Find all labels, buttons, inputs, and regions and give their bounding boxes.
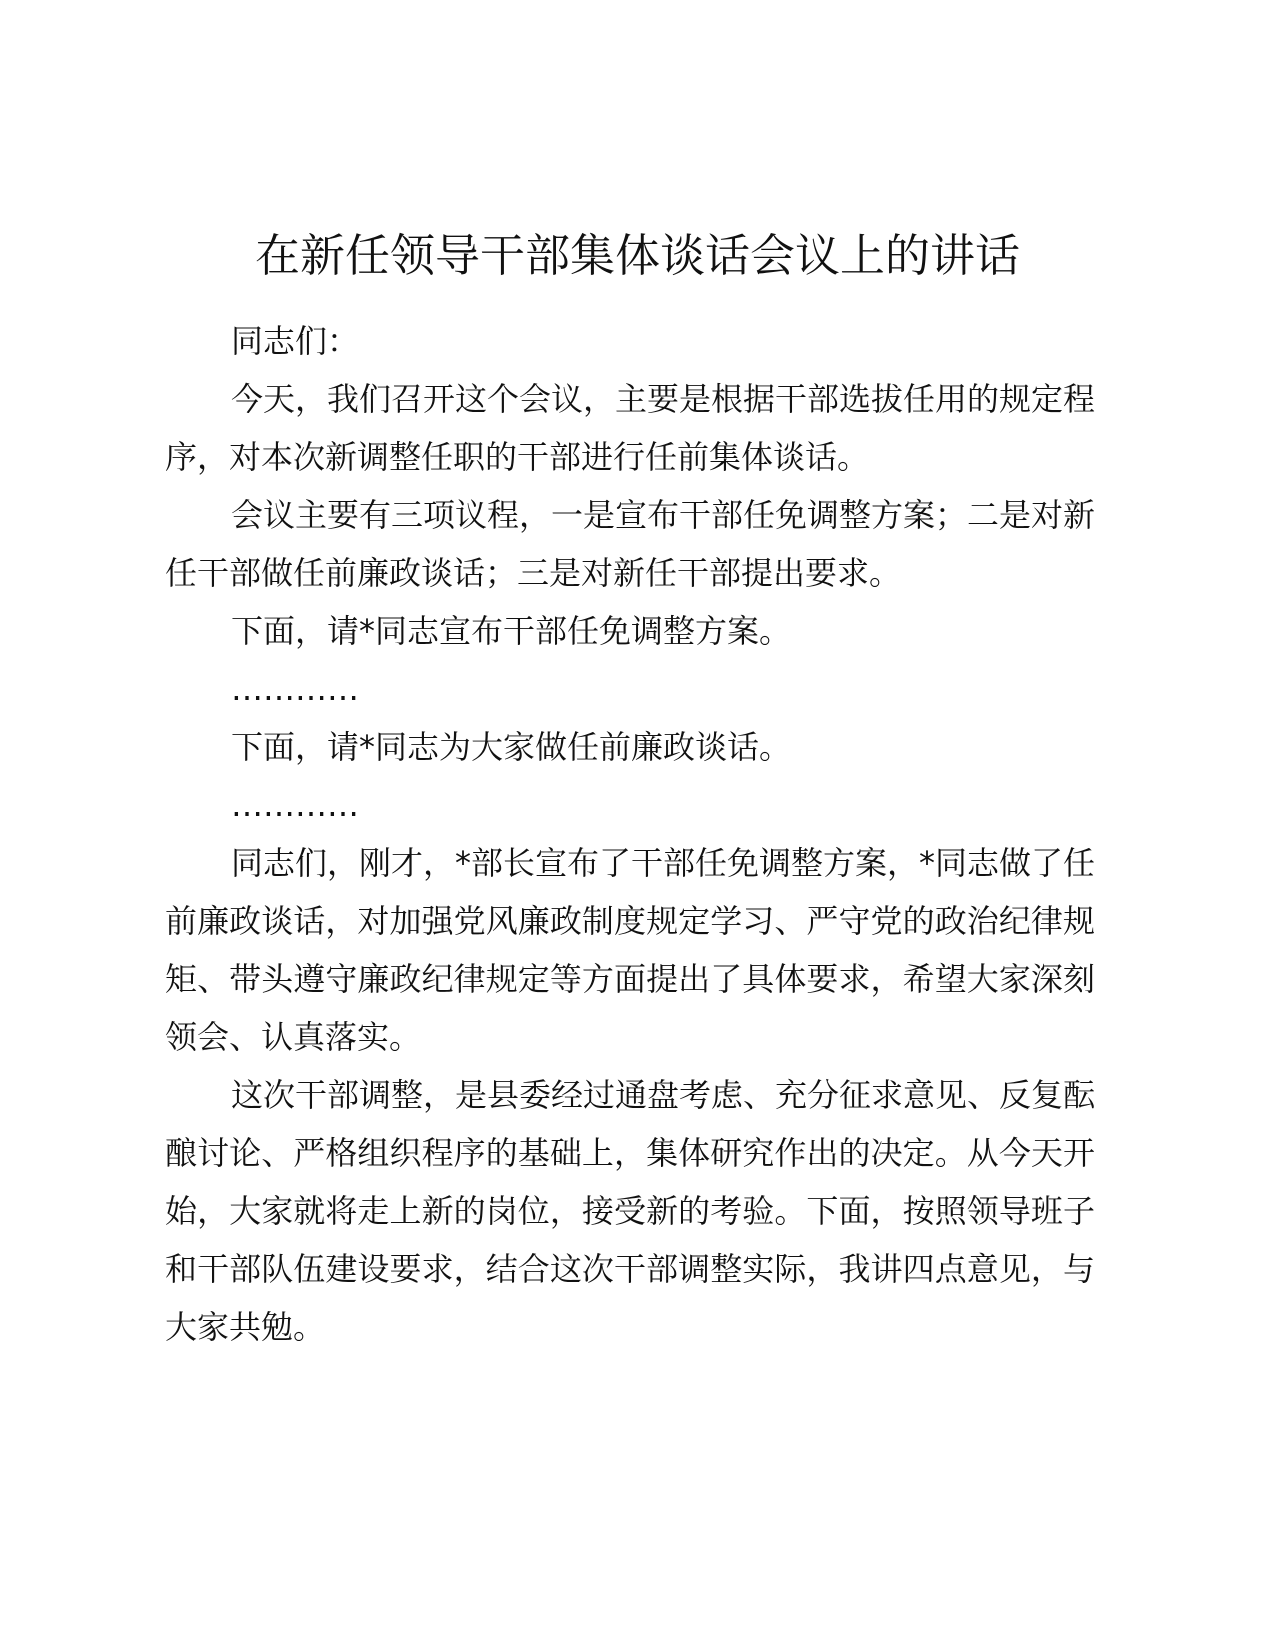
paragraph-salutation: 同志们：: [231, 322, 360, 360]
document-body: [165, 312, 1095, 1356]
paragraph-ellipsis: …………: [231, 670, 359, 708]
paragraph-adjustment-explanation: 这次干部调整，是县委经过通盘考虑、充分征求意见、反复酝酿讨论、严格组织程序的基础上，集体研究作出的决定。从今天开始，大家就将走上新的岗位，接受新的考验。下面，按照领导班子和干部队伍建设要求，结合这次干部调整实际，我讲四点意见，与大家共勉。: [165, 1076, 1096, 1346]
paragraph-announce-adjustment: 下面，请*同志宣布干部任免调整方案。: [231, 612, 792, 650]
paragraph-opening: 今天，我们召开这个会议，主要是根据干部选拔任用的规定程序，对本次新调整任职的干部进行任前集体谈话。: [165, 380, 1096, 476]
paragraph-agenda: 会议主要有三项议程，一是宣布干部任免调整方案；二是对新任干部做任前廉政谈话；三是对新任干部提出要求。: [165, 496, 1096, 592]
document-title: 在新任领导干部集体谈话会议上的讲话: [254, 229, 1020, 282]
paragraph-ellipsis: …………: [231, 786, 359, 824]
paragraph-integrity-talk: 下面，请*同志为大家做任前廉政谈话。: [231, 728, 792, 766]
paragraph-summary: 同志们，刚才，*部长宣布了干部任免调整方案，*同志做了任前廉政谈话，对加强党风廉政制度规定学习、严守党的政治纪律规矩、带头遵守廉政纪律规定等方面提出了具体要求，希望大家深刻领会、认真落实。: [165, 844, 1096, 1056]
